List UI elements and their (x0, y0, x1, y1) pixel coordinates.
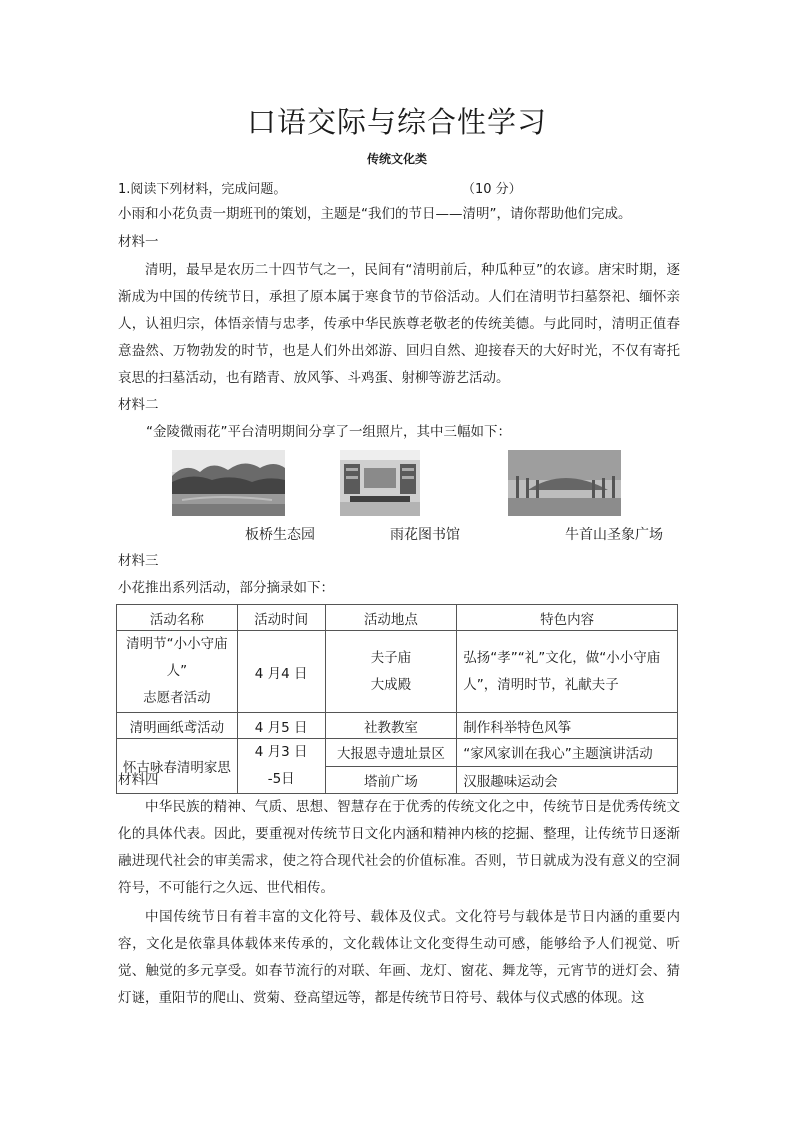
table-cell: 大报恩寺遗址景区 (325, 739, 457, 767)
table-cell: 怀古咏春清明家思 (117, 739, 238, 794)
material4-label: 材料四 (118, 772, 159, 788)
table-row (117, 713, 678, 739)
page-title: 口语交际与综合性学习 (246, 105, 547, 139)
material4-para2: 中国传统节日有着丰富的文化符号、载体及仪式。文化符号与载体是节日内涵的重要内容，文化是依靠具体载体来传承的，文化载体让文化变得生动可感，能够给予人们视觉、听觉、触觉的多元享受。如春节流行的对联、年画、龙灯、窗花、舞龙等，元宵节的迸灯会、猜灯谜，重阳节的爬山、赏菊、登高望远等，都是传统节日符号、载体与仪式感的体现。这 (118, 909, 680, 1006)
table-cell: 社教教室 (325, 713, 457, 739)
photo-caption-2: 雨花图书馆 (390, 527, 460, 543)
photo-caption-1: 板桥生态园 (245, 527, 315, 543)
material2-text: “金陵微雨花”平台清明期间分享了一组照片，其中三幅如下： (146, 424, 511, 440)
question-stem: 1.阅读下列材料，完成问题。 (118, 182, 287, 197)
photo-caption-3: 牛首山圣象广场 (565, 527, 663, 543)
table-cell: 4 月5 日 (237, 713, 325, 739)
table-cell: “家风家训在我心”主题演讲活动 (457, 739, 678, 767)
table-cell (117, 631, 238, 713)
material4-para1: 中华民族的精神、气质、思想、智慧存在于优秀的传统文化之中，传统节日是优秀传统文化的具体代表。因此，要重视对传统节日文化内涵和精神内核的挖掘、整理，让传统节日逐渐融进现代社会的审美需求，使之符合现代社会的价值标准。否则，节日就成为没有意义的空洞符号，不可能行之久远、世代相传。 (118, 799, 680, 896)
table-header-row (117, 605, 678, 631)
material2-label: 材料二 (118, 397, 159, 413)
page-subtitle: 传统文化类 (366, 152, 427, 166)
material3-label: 材料三 (118, 553, 159, 569)
activity-table (116, 604, 678, 794)
table-cell: 制作科举特色风筝 (457, 713, 678, 739)
table-header: 活动地点 (325, 605, 457, 631)
table-cell: 塔前广场 (325, 766, 457, 794)
photo-niushou-plaza (508, 450, 621, 516)
table-cell: 汉服趣味运动会 (457, 766, 678, 794)
table-header: 活动时间 (237, 605, 325, 631)
table-cell: 清明画纸鸢活动 (117, 713, 238, 739)
table-row (117, 739, 678, 767)
cell-text: 人”，清明时节，礼献夫子 (463, 676, 619, 693)
table-cell (457, 631, 678, 713)
table-cell (325, 631, 457, 713)
cell-text: 弘扬“孝”“礼”文化，做“小小守庙 (463, 649, 661, 666)
question-score: （10 分） (462, 182, 522, 197)
cell-text: 大成殿 (370, 676, 412, 693)
photo-yuhua-library (340, 450, 420, 516)
table-cell: 4 月4 日 (237, 631, 325, 713)
cell-text: 志愿者活动 (143, 690, 211, 706)
photo-banqiao-park (172, 450, 285, 516)
cell-text: 夫子庙 (370, 649, 412, 666)
material1-text: 清明，最早是农历二十四节气之一，民间有“清明前后，种瓜种豆”的农谚。唐宋时期，逐渐成为中国的传统节日，承担了原本属于寒食节的节俗活动。人们在清明节扫墓祭祀、缅怀亲人，认祖归宗，体悟亲情与忠孝，传承中华民族尊老敬老的传统美德。与此同时，清明正值春意盎然、万物勃发的时节，也是人们外出郊游、回归自然、迎接春天的大好时光，不仅有寄托哀思的扫墓活动，也有踏青、放风筝、斗鸡蛋、射柳等游艺活动。 (118, 262, 680, 386)
material3-text: 小花推出系列活动，部分摘录如下： (118, 580, 334, 596)
table-header: 特色内容 (457, 605, 678, 631)
cell-text: -5日 (267, 771, 295, 787)
question-intro: 小雨和小花负责一期班刊的策划，主题是“我们的节日——清明”，请你帮助他们完成。 (118, 206, 632, 222)
table-cell (237, 739, 325, 794)
cell-text: 4 月3 日 (254, 744, 308, 760)
table-row (117, 631, 678, 713)
cell-text: 清明节“小小守庙人” (126, 636, 228, 679)
table-header: 活动名称 (117, 605, 238, 631)
material1-label: 材料一 (118, 234, 159, 250)
